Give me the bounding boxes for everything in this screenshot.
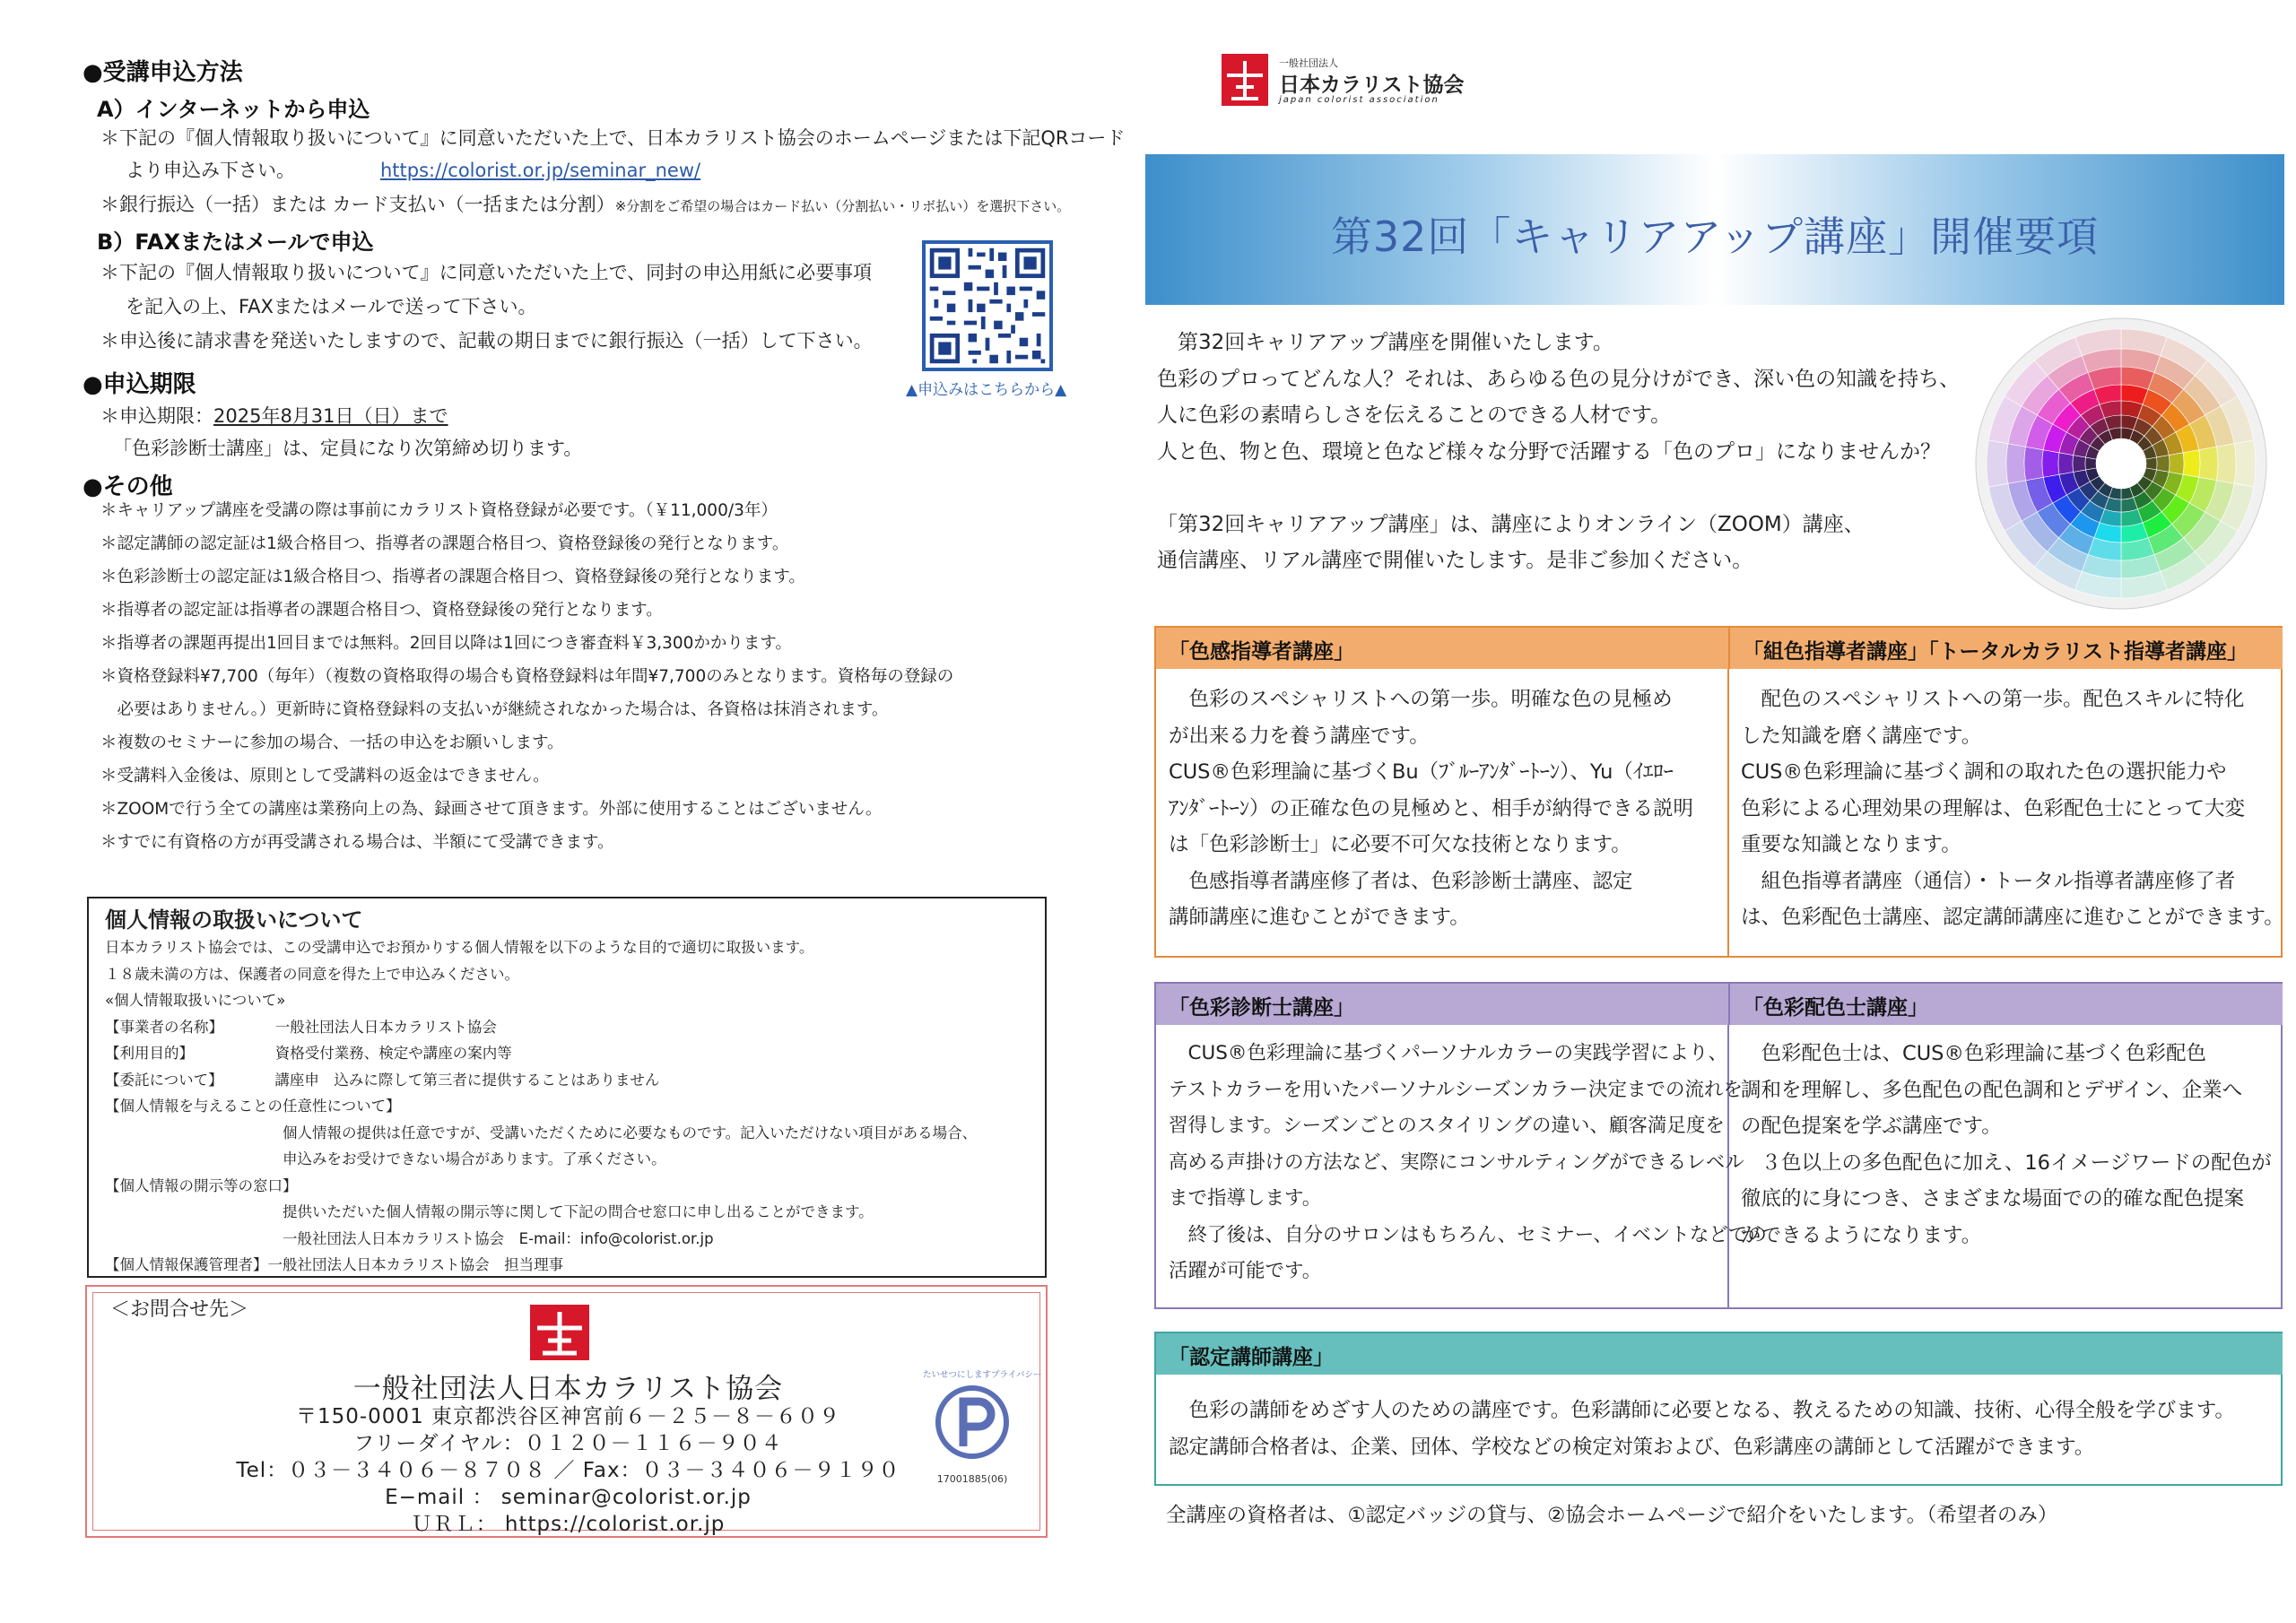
intro-line: 色彩のプロってどんな人？それは、あらゆる色の見分けができ、深い色の知識を持ち、 bbox=[1157, 367, 1961, 391]
deadline-date: 2025年8月31日（日）まで bbox=[213, 405, 448, 427]
course-line: が出来る力を養う講座です。 bbox=[1169, 724, 1430, 748]
other-item: ＊認定講師の認定証は1級合格目つ、指導者の課題合格目つ、資格登録後の発行となります。 bbox=[100, 534, 789, 553]
privacy-mark-icon bbox=[923, 1373, 1022, 1471]
qr-caption: ▲申込みはこちらから▲ bbox=[906, 381, 1067, 399]
course-line: 講師講座に進むことができます。 bbox=[1169, 906, 1470, 929]
course-line: テストカラーを用いたパーソナルシーズンカラー決定までの流れを bbox=[1169, 1078, 1743, 1101]
fax-heading: B）FAXまたはメールで申込 bbox=[97, 230, 374, 255]
course-line: 高める声掛けの方法など、実際にコンサルティングができるレベル bbox=[1169, 1150, 1744, 1174]
privacy-line: 【事業者の名称】 一般社団法人日本カラリスト協会 bbox=[105, 1018, 497, 1036]
wheel-segment bbox=[2234, 440, 2256, 487]
footer-note: 全講座の資格者は、①認定バッジの貸与、②協会ホームページで紹介をいたします。（希望者のみ） bbox=[1166, 1504, 2058, 1527]
association-logo-icon bbox=[530, 1305, 589, 1360]
wheel-segment bbox=[2042, 450, 2059, 478]
privacy-title: 個人情報の取扱いについて bbox=[105, 907, 363, 933]
course-body-kansei bbox=[1169, 681, 1693, 936]
contact-freedial: フリーダイヤル：０１２０－１１６－９０４ bbox=[353, 1432, 783, 1455]
header-logo-name: 日本カラリスト協会 bbox=[1279, 74, 1465, 97]
wheel-segment bbox=[2183, 450, 2200, 478]
contact-address: 〒150-0001 東京都渋谷区神宮前６－２５－８－６０９ bbox=[295, 1405, 841, 1428]
course-body-shindan bbox=[1169, 1036, 1767, 1290]
deadline-heading: ●申込期限 bbox=[83, 371, 196, 398]
wheel-segment bbox=[2146, 457, 2157, 470]
other-list bbox=[100, 494, 953, 859]
intro-line: 人に色彩の素晴らしさを伝えることのできる人材です。 bbox=[1157, 404, 1672, 427]
intro-line: 「第32回キャリアアップ講座」は、講座によりオンライン（ZOOM）講座、 bbox=[1157, 512, 1865, 536]
teal-course-box bbox=[1154, 1332, 2283, 1486]
course-line: CUS®色彩理論に基づく調和の取れた色の選択能力や bbox=[1741, 760, 2227, 784]
internet-heading: A）インターネットから申込 bbox=[97, 97, 370, 122]
course-line: 色彩の講師をめざす人のための講座です。色彩講師に必要となる、教えるための知識、技術、心得全般を学びます。 bbox=[1169, 1399, 2235, 1422]
payment-text: ＊銀行振込（一括）または カード支払い（一括または分割） bbox=[100, 194, 615, 215]
course-line: 活躍が可能です。 bbox=[1169, 1260, 1322, 1282]
wheel-segment bbox=[2073, 456, 2086, 473]
course-title-shindan: 「色彩診断士講座」 bbox=[1156, 984, 1728, 1025]
privacy-line: 一般社団法人日本カラリスト協会 E-mail：info@colorist.or.jp bbox=[105, 1229, 714, 1247]
course-title-haishoku: 「色彩配色士講座」 bbox=[1728, 984, 2283, 1025]
fax-line-1: ＊下記の『個人情報取り扱いについて』に同意いただいた上で、同封の申込用紙に必要事項 bbox=[100, 262, 873, 283]
privacy-line: 【個人情報の開示等の窓口】 bbox=[105, 1176, 298, 1194]
intro-line: 第32回キャリアアップ講座を開催いたします。 bbox=[1157, 331, 1613, 354]
title-banner bbox=[1145, 154, 2284, 305]
header-logo-english: japan colorist association bbox=[1279, 95, 1439, 105]
course-line: まで指導します。 bbox=[1169, 1187, 1322, 1210]
intro-line bbox=[1157, 470, 1960, 507]
privacy-line: 【委託について】 講座申 込みに際して第三者に提供することはありません bbox=[105, 1071, 660, 1089]
purple-course-box bbox=[1154, 982, 2283, 1309]
course-line: ３色以上の多色配色に加え、16イメージワードの配色が bbox=[1741, 1150, 2272, 1175]
course-line: 組色指導者講座（通信）・トータル指導者講座修了者 bbox=[1741, 869, 2236, 893]
header-logo-mark bbox=[1222, 54, 1268, 106]
course-line: した知識を磨く講座です。 bbox=[1741, 724, 1982, 748]
course-line: ｱﾝﾀﾞｰﾄｰﾝ）の正確な色の見極めと、相手が納得できる説明 bbox=[1169, 796, 1694, 820]
seminar-url-link[interactable]: https://colorist.or.jp/seminar_new/ bbox=[380, 160, 701, 181]
privacy-mark-number: 17001885(06) bbox=[936, 1473, 1008, 1485]
course-line: 習得します。シーズンごとのスタイリングの違い、顧客満足度を bbox=[1169, 1115, 1725, 1137]
other-item: ＊指導者の課題再提出1回目までは無料。2回目以降は1回につき審査料￥3,300かかります。 bbox=[100, 634, 792, 653]
wheel-segment bbox=[1987, 440, 2008, 487]
other-item: ＊色彩診断士の認定証は1級合格目つ、指導者の課題合格目つ、資格登録後の発行となります。 bbox=[100, 568, 805, 586]
deadline-line-1 bbox=[100, 400, 448, 432]
course-line: 配色のスペシャリストへの第一歩。配色スキルに特化 bbox=[1741, 688, 2245, 711]
privacy-line: 日本カラリスト協会では、この受講申込でお預かりする個人情報を以下のような目的で適切に取扱います。 bbox=[105, 939, 814, 956]
logo-mark bbox=[530, 1305, 589, 1360]
privacy-line: 提供いただいた個人情報の開示等に関して下記の問合せ窓口に申し出ることができます。 bbox=[105, 1203, 874, 1220]
wheel-segment bbox=[2169, 453, 2184, 474]
course-title-nintei: 「認定講師講座」 bbox=[1156, 1333, 2283, 1375]
other-item: ＊資格登録料¥7,700（毎年）（複数の資格取得の場合も資格登録料は年間¥7,700のみとなります。資格毎の登録の bbox=[100, 667, 954, 686]
course-title-kansei: 「色感指導者講座」 bbox=[1156, 628, 1728, 669]
deadline-prefix: ＊申込期限： bbox=[100, 405, 213, 427]
privacy-box bbox=[87, 897, 1047, 1278]
wheel-segment bbox=[2058, 453, 2074, 474]
course-line: ができるようになります。 bbox=[1741, 1223, 1982, 1247]
privacy-lines bbox=[105, 934, 977, 1279]
wheel-segment bbox=[2199, 447, 2218, 481]
privacy-line: 【個人情報保護管理者】一般社団法人日本カラリスト協会 担当理事 bbox=[105, 1256, 564, 1273]
course-body-nintei bbox=[1169, 1393, 2235, 1465]
course-line: の配色提案を学ぶ講座です。 bbox=[1741, 1115, 2002, 1138]
deadline-line-2: 「色彩診断士講座」は、定員になり次第締め切ります。 bbox=[113, 438, 583, 459]
header-logo-small: 一般社団法人 bbox=[1279, 57, 1338, 69]
course-line: 認定講師合格者は、企業、団体、学校などの検定対策および、色彩講座の講師として活躍ができます。 bbox=[1169, 1435, 2095, 1459]
fax-line-3: ＊申込後に請求書を発送いたしますので、記載の期日までに銀行振込（一括）して下さい。 bbox=[100, 330, 873, 352]
wheel-segment bbox=[2024, 447, 2043, 481]
course-line: 重要な知識となります。 bbox=[1741, 833, 1961, 856]
wheel-segment bbox=[2085, 457, 2096, 470]
other-item: ＊受講料入金後は、原則として受講料の返金はできません。 bbox=[100, 767, 550, 785]
payment-note: ※分割をご希望の場合はカード払い（分割払い・リボ払い）を選択下さい。 bbox=[614, 198, 1071, 214]
fax-line-2: を記入の上、FAXまたはメールで送って下さい。 bbox=[126, 296, 537, 317]
contact-org: 一般社団法人日本カラリスト協会 bbox=[352, 1373, 784, 1405]
course-line: 調和を理解し、多色配色の配色調和とデザイン、企業へ bbox=[1741, 1078, 2243, 1102]
course-body-kumiawase bbox=[1741, 681, 2284, 936]
qr-code[interactable] bbox=[922, 240, 1053, 371]
header-logo-icon bbox=[1222, 54, 1268, 106]
intro-line: 人と色、物と色、環境と色など様々な分野で活躍する「色のプロ」になりませんか？ bbox=[1157, 439, 1941, 464]
privacy-line: 【利用目的】 資格受付業務、検定や講座の案内等 bbox=[105, 1045, 512, 1062]
color-wheel bbox=[1973, 316, 2269, 612]
other-item: ＊ZOOMで行う全ての講座は業務向上の為、録画させて頂きます。外部に使用することはございません。 bbox=[100, 800, 883, 819]
other-item: ＊すでに有資格の方が再受講される場合は、半額にて受講できます。 bbox=[100, 833, 614, 852]
course-line: 色彩配色士は、CUS®色彩理論に基づく色彩配色 bbox=[1741, 1042, 2206, 1065]
intro-text bbox=[1157, 325, 1960, 579]
other-item: ＊キャリアップ講座を受講の際は事前にカラリスト資格登録が必要です。（￥11,000/3年） bbox=[100, 501, 778, 520]
wheel-center bbox=[2096, 438, 2146, 489]
application-heading: ●受講申込方法 bbox=[83, 59, 243, 86]
course-line: CUS®色彩理論に基づくBu（ﾌﾞﾙｰｱﾝﾀﾞｰﾄｰﾝ）、Yu（ｲｴﾛｰ bbox=[1169, 760, 1674, 784]
contact-box bbox=[85, 1285, 1048, 1538]
other-item: 必要はありません。）更新時に資格登録料の支払いが継続されなかった場合は、各資格は抹消されます。 bbox=[100, 700, 889, 719]
course-line: は、色彩配色士講座、認定講師講座に進むことができます。 bbox=[1741, 906, 2284, 929]
course-line: 色彩による心理効果の理解は、色彩配色士にとって大変 bbox=[1741, 796, 2246, 820]
internet-line-1: ＊下記の『個人情報取り扱いについて』に同意いただいた上で、日本カラリスト協会のホームページまたは下記QRコード bbox=[100, 127, 1126, 149]
banner-title: 第32回「キャリアアップ講座」開催要項 bbox=[1330, 213, 2100, 261]
course-line: は「色彩診断士」に必要不可欠な技術となります。 bbox=[1169, 833, 1631, 856]
other-item: ＊複数のセミナーに参加の場合、一括の申込をお願いします。 bbox=[100, 733, 564, 752]
privacy-line: １８歳未満の方は、保護者の同意を得た上で申込みください。 bbox=[105, 965, 519, 983]
course-line: 徹底的に身につき、さまざまな場面での的確な配色提案 bbox=[1741, 1187, 2245, 1211]
privacy-mark-arc: たいせつにしますプライバシー bbox=[923, 1370, 1042, 1380]
contact-url[interactable]: ＵＲＬ： https://colorist.or.jp bbox=[411, 1513, 726, 1536]
column-divider bbox=[1727, 669, 1729, 958]
course-line: 終了後は、自分のサロンはもちろん、セミナー、イベントなどでの bbox=[1169, 1223, 1767, 1246]
privacy-line: 【個人情報を与えることの任意性について】 bbox=[105, 1098, 401, 1115]
course-line: CUS®色彩理論に基づくパーソナルカラーの実践学習により、 bbox=[1169, 1042, 1727, 1064]
qr-code-image bbox=[926, 244, 1049, 368]
orange-course-box bbox=[1154, 626, 2283, 958]
other-item: ＊指導者の認定証は指導者の課題合格目つ、資格登録後の発行となります。 bbox=[100, 601, 663, 620]
privacy-line: 申込みをお受けできない場合があります。了承ください。 bbox=[105, 1150, 666, 1167]
course-body-haishoku bbox=[1741, 1036, 2272, 1254]
payment-line bbox=[100, 188, 1070, 222]
privacy-line: 個人情報の提供は任意ですが、受講いただくために必要なものです。記入いただけない項目がある場合、 bbox=[105, 1124, 978, 1141]
course-title-kumiawase: 「組色指導者講座」「トータルカラリスト指導者講座」 bbox=[1728, 628, 2283, 669]
wheel-segment bbox=[2006, 444, 2026, 483]
other-heading: ●その他 bbox=[83, 473, 173, 500]
contact-label: ＜お問合せ先＞ bbox=[110, 1298, 249, 1321]
contact-email[interactable]: E−mail ： seminar@colorist.or.jp bbox=[385, 1486, 752, 1509]
course-line: 色彩のスペシャリストへの第一歩。明確な色の見極め bbox=[1169, 688, 1673, 711]
contact-telfax: Tel：０３－３４０６－８７０８ ／ Fax：０３－３４０６－９１９０ bbox=[236, 1459, 900, 1482]
internet-line-2: より申込み下さい。 bbox=[126, 160, 295, 181]
privacy-mark bbox=[923, 1370, 1042, 1488]
wheel-segment bbox=[2216, 444, 2236, 483]
intro-line: 通信講座、リアル講座で開催いたします。是非ご参加ください。 bbox=[1157, 549, 1753, 572]
color-wheel-image bbox=[1973, 316, 2269, 612]
course-line: 色感指導者講座修了者は、色彩診断士講座、認定 bbox=[1169, 869, 1633, 893]
privacy-line: «個人情報取扱いについて» bbox=[105, 992, 286, 1009]
wheel-segment bbox=[2156, 456, 2170, 473]
